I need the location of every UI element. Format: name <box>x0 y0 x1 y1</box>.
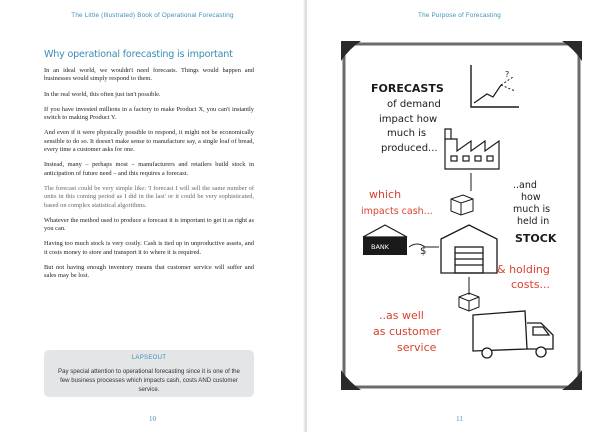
held-line-2: how <box>521 192 541 203</box>
chart-question-mark: ? <box>505 70 510 79</box>
left-page-body <box>44 49 254 288</box>
paragraph-8: Having too much stock is very costly. Cash is tied up in unproductive assets, and it costs money to store and transport it to where it is required. <box>44 240 254 256</box>
paragraph-3: If you have invested millions in a factory to make Product X, you can't instantly switch to making Product Y. <box>44 105 254 122</box>
bank-label: BANK <box>371 243 390 251</box>
forecasting-illustration <box>341 41 582 390</box>
forecasts-line-4: produced... <box>381 143 438 154</box>
service-line-1: ..as well <box>379 309 424 322</box>
callout-box <box>44 350 254 397</box>
paragraph-4: And even if it were physically possible to respond, it might not be economically sensible to do so. It doesn't make sense to manufacture say, a single loaf of bread, every time a customer asks for one. <box>44 129 254 154</box>
paragraph-9: But not having enough inventory means that customer service will suffer and sales may be lost. <box>44 264 254 280</box>
holding-line-2: costs... <box>511 278 551 291</box>
paragraph-6: The forecast could be very simple like: 'I forecast I will sell the same number of units in this coming period as I did in the last' or it could be very sophisticated, based on complex statistical algorithms. <box>44 184 254 209</box>
stock-label: STOCK <box>515 232 557 245</box>
paragraph-2: In the real world, this often just isn't possible. <box>44 90 161 98</box>
callout-text: Pay special attention to operational forecasting since it is one of the few business processes which impacts cash, costs AND customer service. <box>58 368 240 393</box>
dollar-icon: $ <box>420 246 427 257</box>
page-number-left: 10 <box>149 415 156 423</box>
cash-line-1: which <box>369 188 402 201</box>
held-line-3: much is <box>513 204 551 215</box>
left-page <box>0 0 305 432</box>
service-line-3: service <box>397 341 437 354</box>
running-head-left: The Little (Illustrated) Book of Operational Forecasting <box>71 12 234 19</box>
page-number-right: 11 <box>456 415 463 423</box>
service-line-2: as customer <box>373 325 441 338</box>
section-heading: Why operational forecasting is important <box>44 49 233 60</box>
running-head-right: The Purpose of Forecasting <box>418 12 501 19</box>
paragraph-1: In an ideal world, we wouldn't need forecasts. Things would happen and businesses would simply respond to them. <box>44 67 254 83</box>
forecasts-title: FORECASTS <box>371 82 444 95</box>
cash-line-2: impacts cash... <box>361 206 433 217</box>
held-line-1: ..and <box>513 180 537 191</box>
forecasts-line-3: much is <box>387 128 427 139</box>
callout-title: LAPSEOUT <box>131 355 167 361</box>
held-line-4: held in <box>517 216 550 227</box>
paragraph-7: Whatever the method used to produce a forecast it is important to get it as right as you can. <box>44 216 254 233</box>
right-page <box>307 0 612 432</box>
holding-line-1: & holding <box>497 263 550 276</box>
paragraph-5: Instead, many – perhaps most – manufacturers and retailers build stock in anticipation of future need – and this requires a forecast. <box>44 161 254 177</box>
forecasts-line-2: impact how <box>379 114 438 125</box>
forecasts-line-1: of demand <box>387 99 441 110</box>
